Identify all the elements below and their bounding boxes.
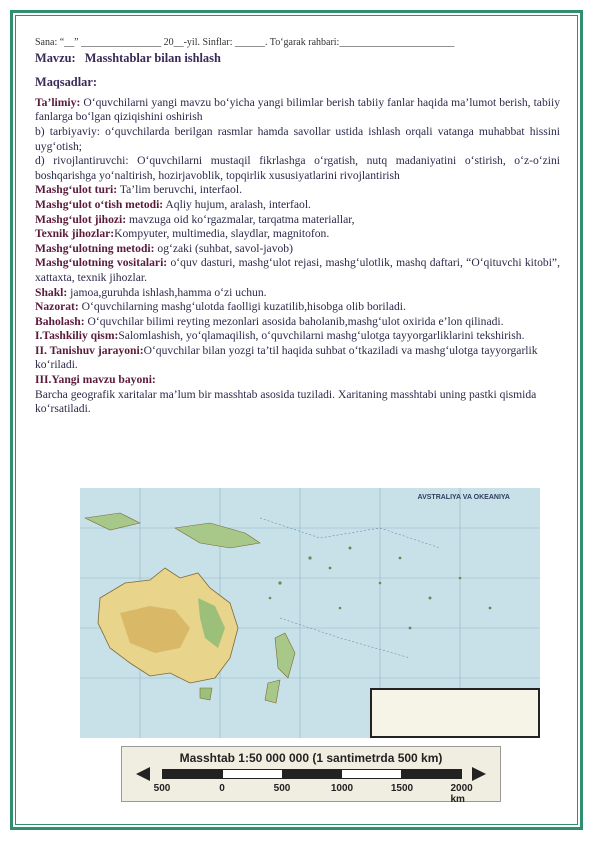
map-title: AVSTRALIYA VA OKEANIYA <box>417 494 510 501</box>
paragraph-4: Mashg‘ulot o‘tish metodi: Aqliy hujum, aralash, interfaol. <box>35 197 311 211</box>
arrow-left-icon <box>136 767 150 781</box>
map-figure <box>80 488 540 806</box>
scale-tick: 1000 <box>330 783 354 794</box>
topic-title: Masshtablar bilan ishlash <box>84 50 221 65</box>
scale-bar-box <box>121 746 501 805</box>
map-scale-highlight <box>370 688 540 738</box>
paragraph-5: Mashg‘ulot jihozi: mavzuga oid ko‘rgazmalar, tarqatma materiallar, <box>35 212 355 226</box>
topic-label: Mavzu: <box>35 50 76 65</box>
paragraph-9: Shakl: jamoa,guruhda ishlash,hamma o‘zi uchun. <box>35 285 267 299</box>
paragraph-14: III.Yangi mavzu bayoni: <box>35 373 156 387</box>
scale-tick: 0 <box>219 783 225 794</box>
scale-bar <box>162 769 462 779</box>
paragraph-2: d) rivojlantiruvchi: O‘quvchilarni mustaqil fikrlashga o‘rgatish, nutq madaniyatini o‘stirish, o‘z-o‘zini boshqarishga yo‘naltirish, hozirjavoblik, topqirlik xususiyatlarini rivojlantirish <box>35 154 560 182</box>
scale-tick: 500 <box>273 783 291 794</box>
australia-oceania-map <box>80 488 540 738</box>
document-body <box>35 36 560 417</box>
paragraph-12: I.Tashkiliy qism:Salomlashish, yo‘qlamaqilish, o‘quvchilarni mashg‘ulotga tayyorgarliklarini tekshirish. <box>35 329 525 343</box>
objectives-heading: Maqsadlar: <box>35 75 97 90</box>
scale-tick: 500 <box>153 783 171 794</box>
paragraph-0: Ta’limiy: O‘quvchilarni yangi mavzu bo‘yicha yangi bilimlar berish tabiiy fanlar haqida ma’lumot berish, tabiiy fanlarga bo‘lgan qiziqishini oshirish <box>35 95 560 124</box>
scale-tick: 2000 km <box>450 783 473 805</box>
scale-title: Masshtab 1:50 000 000 (1 santimetrda 500 km) <box>179 751 443 765</box>
paragraph-1: b) tarbiyaviy: o‘quvchilarda berilgan rasmlar hamda savollar ustida ishlash orqali vatanga muhabbat hissini uyg‘otish; <box>35 124 560 153</box>
scale-segment <box>223 770 283 778</box>
topic-line <box>35 51 560 66</box>
paragraph-13: II. Tanishuv jarayoni:O‘quvchilar bilan yozgi ta’til haqida suhbat o‘tkaziladi va mashg‘ulotga tayyorgarlik ko‘riladi. <box>35 343 538 372</box>
paragraph-15: Barcha geografik xaritalar ma’lum bir masshtab asosida tuziladi. Xaritaning masshtabi uning pastki qismida ko‘rsatiladi. <box>35 387 537 416</box>
scale-segment <box>342 770 402 778</box>
paragraph-11: Baholash: O‘quvchilar bilimi reyting mezonlari asosida baholanib,mashg‘ulot oxirida e’lon qilinadi. <box>35 314 504 328</box>
paragraph-6: Texnik jihozlar:Kompyuter, multimedia, slaydlar, magnitofon. <box>35 227 330 241</box>
paragraph-10: Nazorat: O‘quvchilarning mashg‘ulotda faolligi kuzatilib,hisobga olib boriladi. <box>35 300 406 314</box>
paragraph-7: Mashg‘ulotning metodi: og‘zaki (suhbat, savol-javob) <box>35 241 293 255</box>
arrow-right-icon <box>472 767 486 781</box>
scale-segment <box>282 770 342 778</box>
scale-tick: 1500 <box>390 783 414 794</box>
paragraph-3: Mashg‘ulot turi: Ta’lim beruvchi, interfaol. <box>35 183 242 197</box>
scale-segment <box>401 770 461 778</box>
date-class-line: Sana: “__” ________________ 20__-yil. Sinflar: ______. To‘garak rahbari:_______________________ <box>35 37 455 48</box>
scale-segment <box>163 770 223 778</box>
paragraph-8: Mashg‘ulotning vositalari: o‘quv dasturi, mashg‘ulot rejasi, mashg‘ulotlik, mashq daftari, “O‘qituvchi kitobi”, xattaxta, texnik jihozlar. <box>35 256 560 284</box>
